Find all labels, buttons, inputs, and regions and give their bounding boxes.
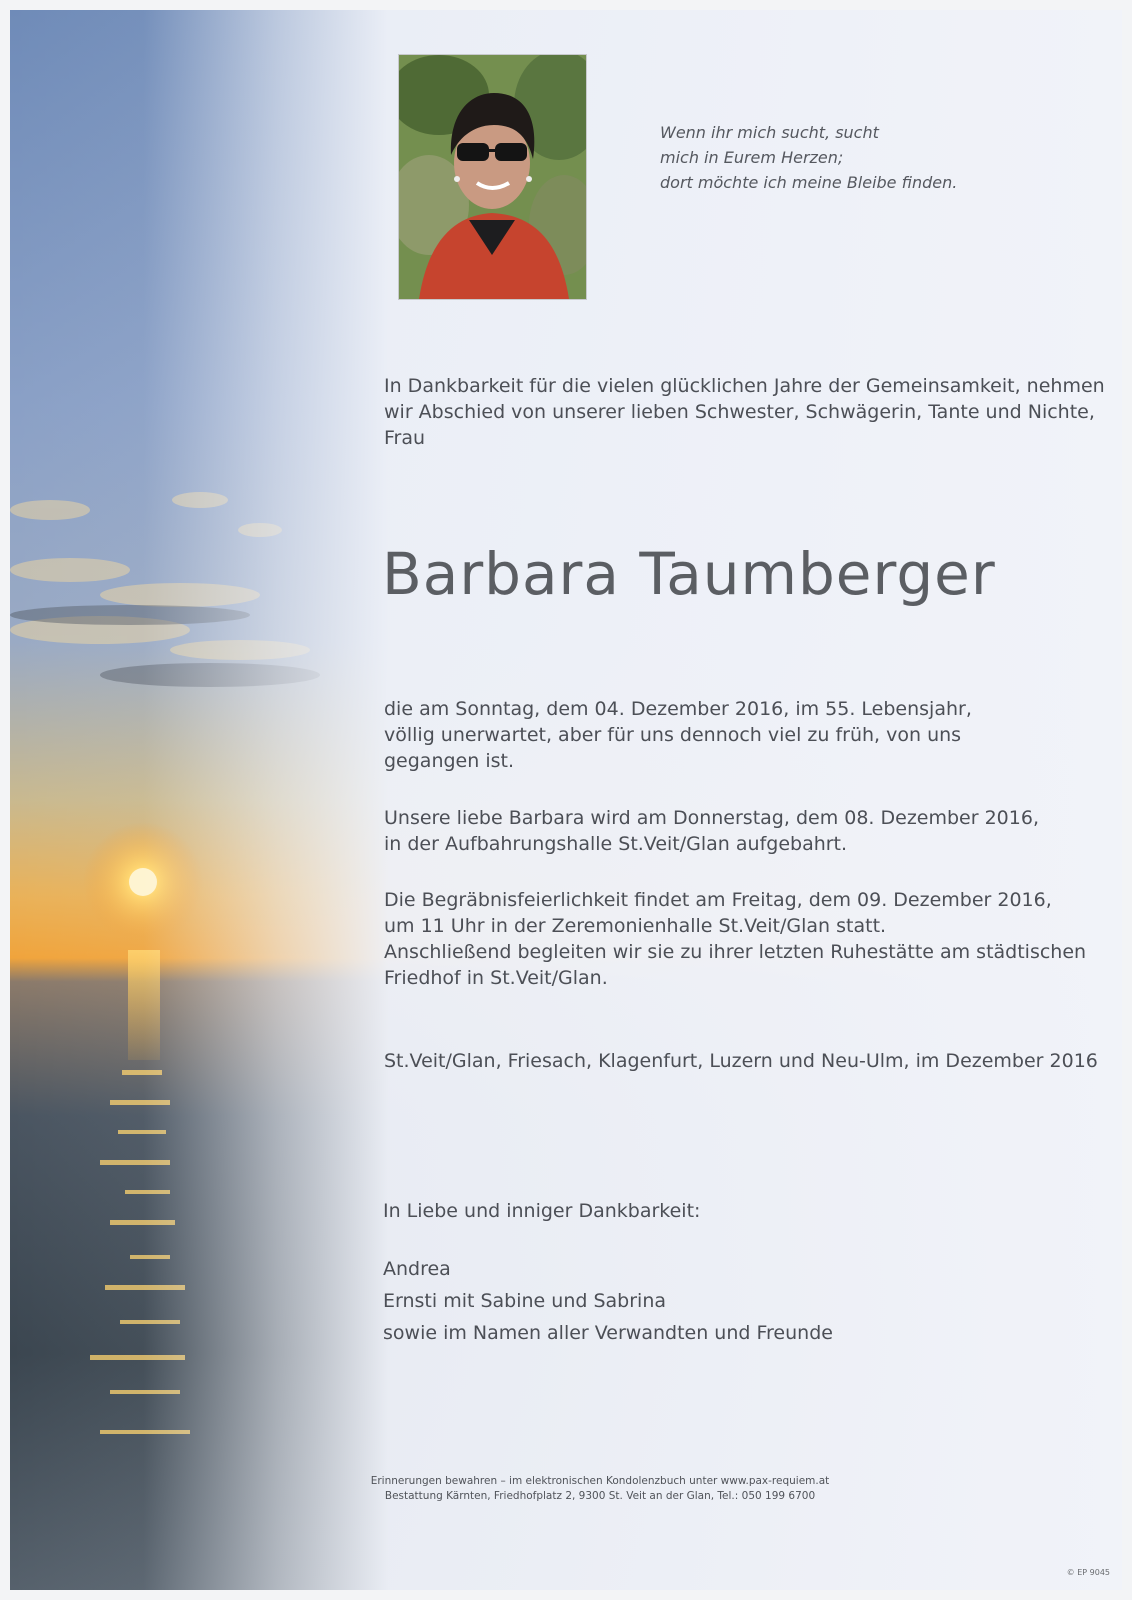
funeral-line: um 11 Uhr in der Zeremonienhalle St.Veit/Glan statt. [384, 915, 887, 937]
portrait-photo [398, 54, 587, 300]
closing-line: In Liebe und inniger Dankbarkeit: [383, 1200, 701, 1222]
signer: Andrea [383, 1258, 451, 1280]
signer: Ernsti mit Sabine und Sabrina [383, 1290, 667, 1312]
death-line: völlig unerwartet, aber für uns dennoch viel zu früh, von uns [384, 724, 962, 746]
viewing-line: in der Aufbahrungshalle St.Veit/Glan aufgebahrt. [384, 833, 848, 855]
place-date: St.Veit/Glan, Friesach, Klagenfurt, Luzern und Neu-Ulm, im Dezember 2016 [384, 1050, 1098, 1072]
viewing-line: Unsere liebe Barbara wird am Donnerstag, dem 08. Dezember 2016, [384, 807, 1039, 829]
quote-line: mich in Eurem Herzen; [660, 148, 844, 167]
death-paragraph [384, 696, 972, 774]
death-line: die am Sonntag, dem 04. Dezember 2016, im 55. Lebensjahr, [384, 698, 972, 720]
footer-line-condolence: Erinnerungen bewahren – im elektronischen Kondolenzbuch unter www.pax-requiem.at [370, 1475, 830, 1487]
obituary-sheet [10, 10, 1122, 1590]
signers-list [383, 1253, 833, 1349]
death-line: gegangen ist. [384, 750, 514, 772]
deceased-name: Barbara Taumberger [382, 540, 996, 608]
footer [350, 1474, 850, 1504]
intro-paragraph [384, 373, 1105, 451]
intro-line: wir Abschied von unserer lieben Schwester, Schwägerin, Tante und Nichte, [384, 401, 1095, 423]
signer: sowie im Namen aller Verwandten und Freunde [383, 1322, 833, 1344]
quote-line: dort möchte ich meine Bleibe finden. [660, 173, 958, 192]
funeral-paragraph [384, 887, 1086, 991]
print-code: © EP 9045 [1066, 1568, 1110, 1577]
intro-line: In Dankbarkeit für die vielen glücklichen Jahre der Gemeinsamkeit, nehmen [384, 375, 1105, 397]
funeral-line: Anschließend begleiten wir sie zu ihrer letzten Ruhestätte am städtischen [384, 941, 1087, 963]
funeral-line: Friedhof in St.Veit/Glan. [384, 967, 608, 989]
intro-line: Frau [384, 427, 426, 449]
funeral-line: Die Begräbnisfeierlichkeit findet am Freitag, dem 09. Dezember 2016, [384, 889, 1052, 911]
quote-line: Wenn ihr mich sucht, sucht [660, 123, 879, 142]
footer-line-address: Bestattung Kärnten, Friedhofplatz 2, 9300 St. Veit an der Glan, Tel.: 050 199 6700 [384, 1490, 816, 1502]
viewing-paragraph [384, 805, 1039, 857]
quote [660, 120, 957, 195]
